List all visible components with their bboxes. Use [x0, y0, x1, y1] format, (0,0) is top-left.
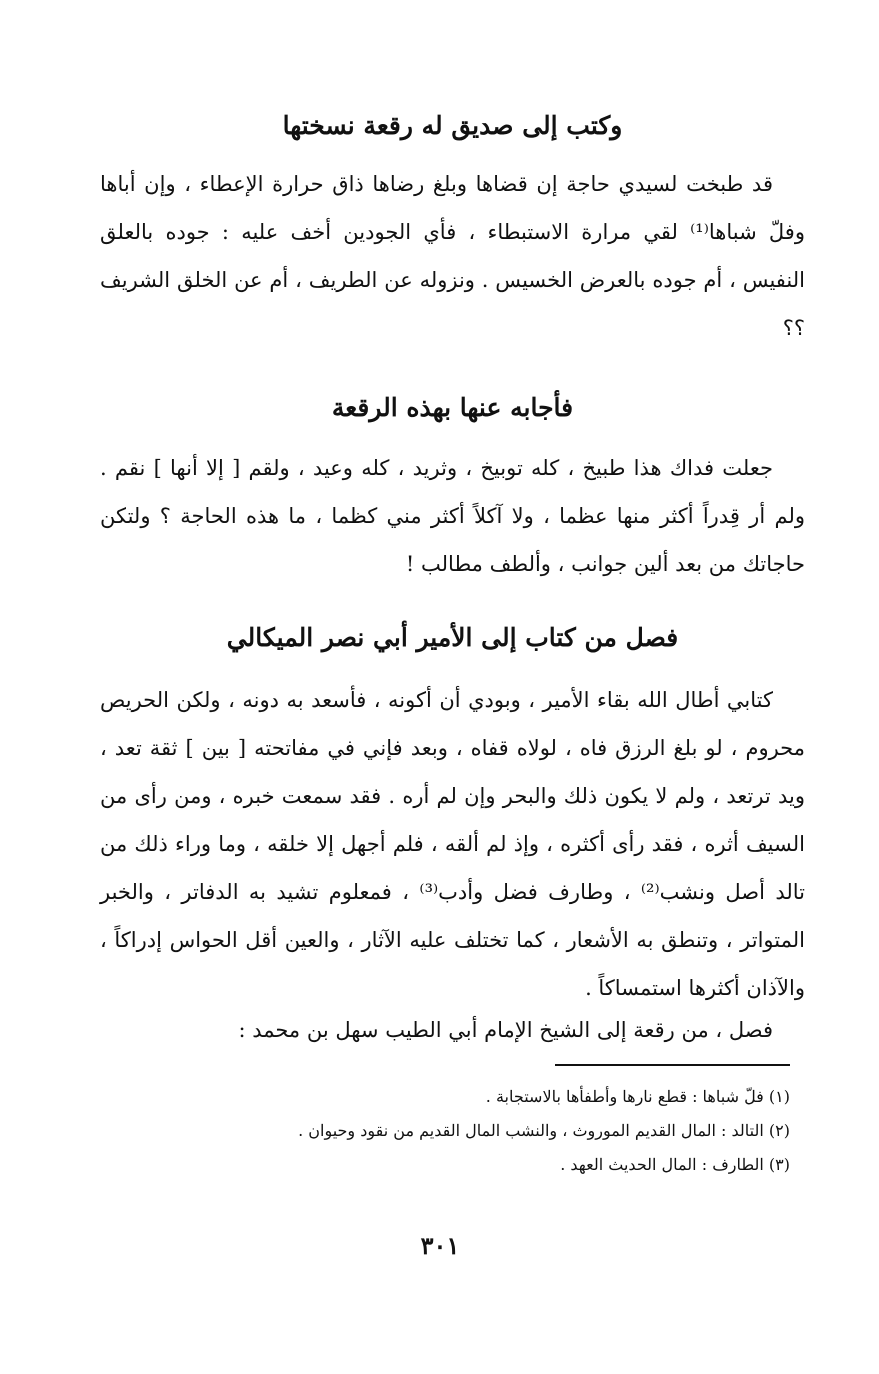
- section-heading-letter-to-friend: وكتب إلى صديق له رقعة نسختها: [282, 111, 623, 140]
- footnote-item: (٣) الطارف : المال الحديث العهد .: [560, 1155, 790, 1174]
- paragraph-letter-to-friend: قد طبخت لسيدي حاجة إن قضاها وبلغ رضاها ذاق حرارة الإعطاء ، وإن أباها وفلّ شباها⁽¹⁾ لقي مرارة الاستبطاء ، فأي الجودين أخف عليه : جوده بالعلق النفيس ، أم جوده بالعرض الخسيس . ونزوله عن الطريف ، أم عن الخلق الشريف ؟؟: [100, 172, 805, 340]
- footnote-item: (٢) التالد : المال القديم الموروث ، والنشب المال القديم من نقود وحيوان .: [298, 1121, 790, 1140]
- paragraph-section-to-sheikh: فصل ، من رقعة إلى الشيخ الإمام أبي الطيب سهل بن محمد :: [238, 1018, 773, 1042]
- footnote-item: (١) فلّ شباها : قطع نارها وأطفأها بالاستجابة .: [485, 1087, 790, 1106]
- section-heading-letter-to-amir: فصل من كتاب إلى الأمير أبي نصر الميكالي: [226, 623, 679, 652]
- paragraph-reply: جعلت فداك هذا طبيخ ، كله توبيخ ، وثريد ، كله وعيد ، ولقم [ إلا أنها ] نقم . ولم أر قِدراً أكثر منها عظما ، ولا آكلاً أكثر مني كظما ، ما هذه الحاجة ؟ ولتكن حاجاتك من بعد ألين جوانب ، وألطف مطالب !: [100, 456, 805, 576]
- paragraph-letter-to-amir: كتابي أطال الله بقاء الأمير ، وبودي أن أكونه ، فأسعد به دونه ، ولكن الحريص محروم ، لو بلغ الرزق فاه ، لولاه قفاه ، وبعد فإني في مفاتحته [ بين ] ثقة تعد ، ويد ترتعد ، ولم لا يكون ذلك والبحر وإن لم أره . فقد سمعت خبره ، ومن رأى من السيف أثره ، فقد رأى أكثره ، وإذ لم ألقه ، فلم أجهل إلا خلقه ، وما وراء ذلك من تالد أصل ونشب⁽²⁾ ، وطارف فضل وأدب⁽³⁾ ، فمعلوم تشيد به الدفاتر ، والخبر المتواتر ، وتنطق به الأشعار ، كما تختلف عليه الآثار ، والعين أقل الحواس إدراكاً ، والآذان أكثرها استمساكاً .: [100, 688, 805, 1000]
- section-heading-reply: فأجابه عنها بهذه الرقعة: [331, 393, 574, 422]
- footnote-separator: [555, 1064, 790, 1066]
- footnotes-list: [100, 1080, 790, 1182]
- page-number: ٣٠١: [420, 1231, 460, 1260]
